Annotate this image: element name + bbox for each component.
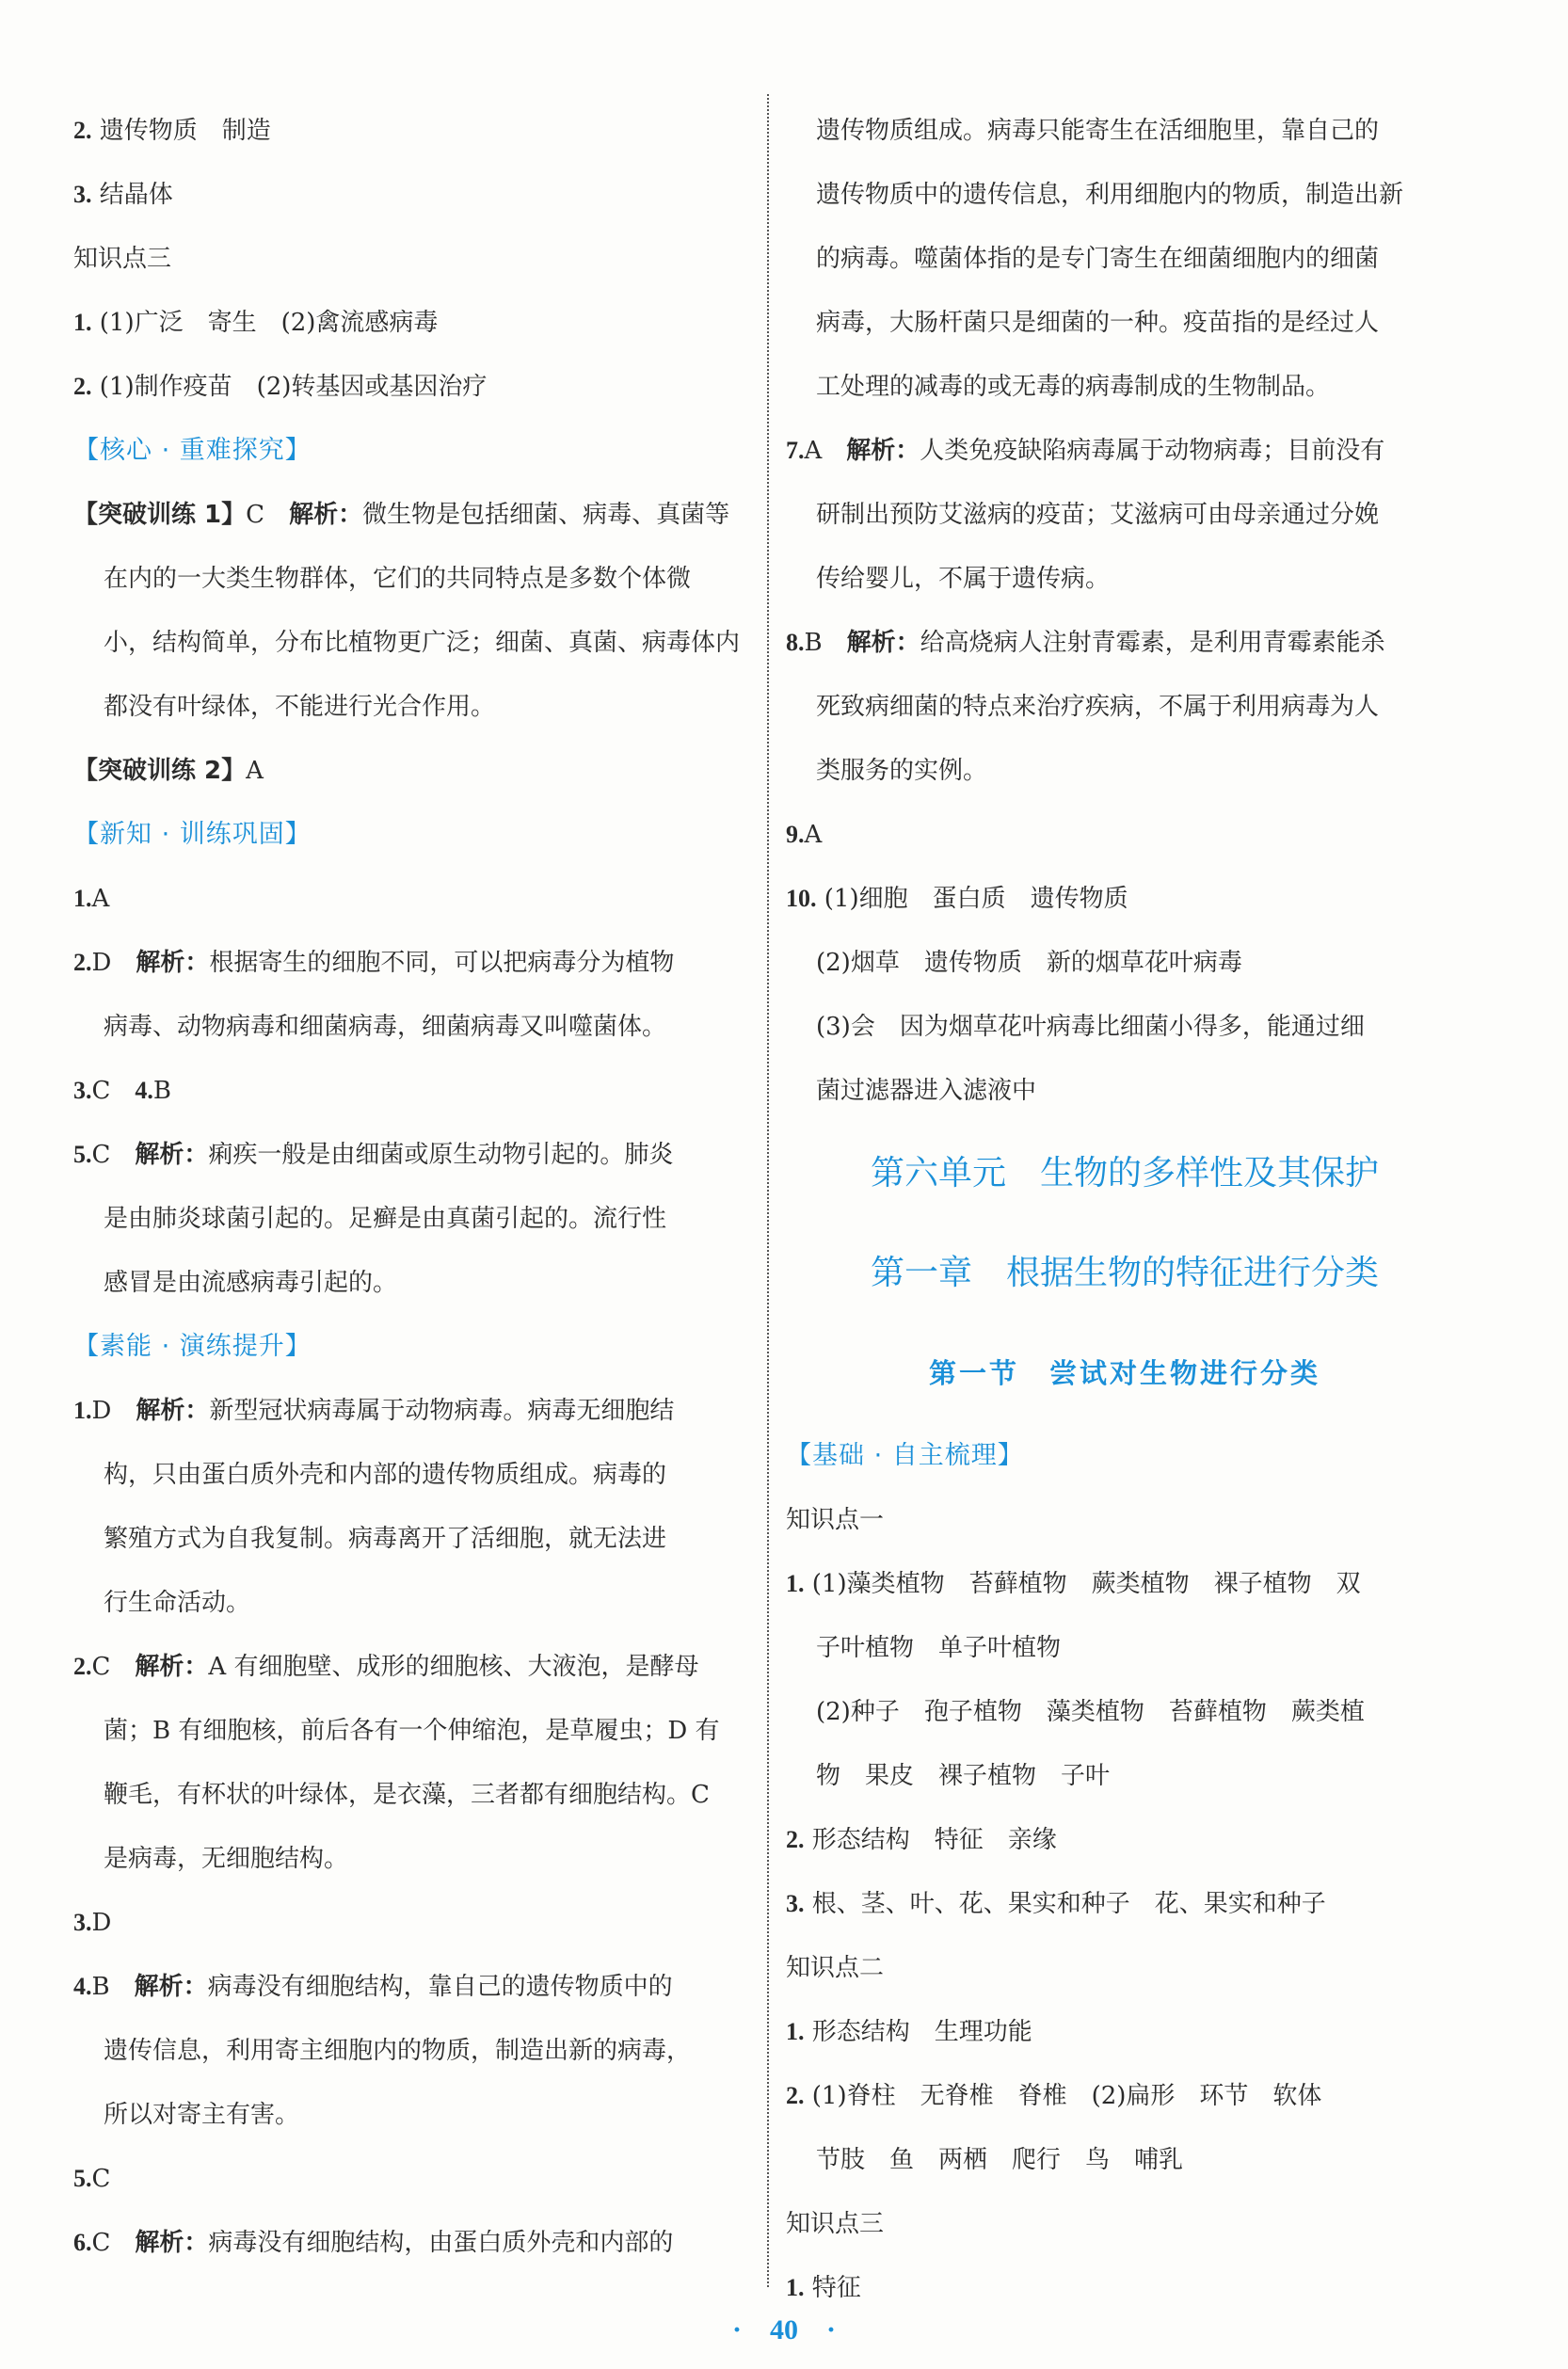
answer-line: [786, 1808, 1464, 1872]
text-line: 小，结构简单，分布比植物更广泛；细菌、真菌、病毒体内: [104, 629, 741, 657]
answer-choice: C: [91, 1141, 136, 1169]
answer-choice: B: [804, 629, 847, 657]
explanation-text: 病毒没有细胞结构，靠自己的遗传物质中的: [207, 1973, 673, 2001]
answer-choice: D: [91, 949, 136, 977]
question-number: 7.: [786, 437, 805, 464]
left-column: [73, 99, 753, 2275]
knowledge-point-heading: 知识点二: [786, 1954, 885, 1982]
answer-line: [73, 931, 753, 995]
answer-line: [73, 2211, 753, 2275]
answer-text: 特征: [804, 2274, 861, 2302]
question-number: 4.: [73, 1973, 92, 2000]
text-line: (2)烟草 遗传物质 新的烟草花叶病毒: [816, 949, 1242, 977]
drill-line: [73, 739, 753, 803]
text-line: 死致病细菌的特点来治疗疾病，不属于利用病毒为人: [816, 693, 1380, 721]
text-line: 遗传信息，利用寄主细胞内的物质，制造出新的病毒，: [104, 2037, 692, 2065]
answer-line: [73, 1123, 753, 1187]
question-number: 1.: [73, 885, 92, 912]
question-number: 4.: [135, 1077, 153, 1104]
question-number: 2.: [786, 1826, 805, 1853]
question-number: 2.: [786, 2082, 805, 2109]
text-line: 子叶植物 单子叶植物: [816, 1634, 1062, 1662]
explanation-label: 解析：: [135, 1653, 209, 1681]
answer-choice: C: [91, 1077, 136, 1105]
answer-line: [786, 419, 1464, 483]
text-line: 所以对寄主有害。: [104, 2101, 300, 2129]
answer-text: 结晶体: [91, 181, 173, 209]
explanation-label: 解析：: [135, 2229, 209, 2257]
answer-line: [73, 867, 753, 931]
answer-line: [786, 867, 1464, 931]
text-line: 节肢 鱼 两栖 爬行 鸟 哺乳: [816, 2146, 1184, 2174]
answer-line: [73, 99, 753, 163]
explanation-label: 解析：: [846, 437, 920, 465]
answer-choice: A: [91, 885, 110, 913]
section-heading: 【新知 · 训练巩固】: [73, 820, 312, 849]
answer-text: 根、茎、叶、花、果实和种子 花、果实和种子: [804, 1890, 1326, 1918]
answer-line: [73, 1955, 753, 2019]
answer-choice: C: [91, 1653, 136, 1681]
explanation-label: 解析：: [134, 1973, 208, 2001]
answer-choice: C: [91, 2229, 136, 2257]
knowledge-point-heading: 知识点三: [786, 2210, 885, 2238]
answer-line: [73, 2147, 753, 2211]
text-line: 是病毒，无细胞结构。: [104, 1845, 349, 1873]
text-line: 感冒是由流感病毒引起的。: [104, 1269, 398, 1297]
answer-text: 遗传物质 制造: [91, 117, 271, 145]
text-line: 病毒，大肠杆菌只是细菌的一种。疫苗指的是经过人: [816, 309, 1380, 337]
text-line: 工处理的减毒的或无毒的病毒制成的生物制品。: [816, 373, 1331, 401]
answer-line: [73, 1891, 753, 1955]
text-line: 繁殖方式为自我复制。病毒离开了活细胞，就无法进: [104, 1525, 667, 1553]
question-number: 1.: [786, 2274, 805, 2301]
column-divider: [767, 94, 769, 2287]
text-line: 鞭毛，有杯状的叶绿体，是衣藻，三者都有细胞结构。C: [104, 1781, 710, 1809]
question-number: 1.: [786, 1570, 805, 1597]
answer-choice: A: [804, 437, 847, 465]
knowledge-point-heading: 知识点一: [786, 1506, 885, 1534]
chapter-title: 第一章 根据生物的特征进行分类: [870, 1254, 1379, 1292]
explanation-label: 解析：: [135, 1141, 209, 1169]
answer-text: (1)藻类植物 苔藓植物 蕨类植物 裸子植物 双: [804, 1570, 1361, 1598]
answer-line: [786, 611, 1464, 675]
answer-choice: B: [152, 1077, 172, 1105]
question-number: 6.: [73, 2229, 92, 2256]
question-number: 10.: [786, 885, 817, 912]
text-line: 菌；B 有细胞核，前后各有一个伸缩泡，是草履虫；D 有: [104, 1717, 720, 1745]
answer-text: (1)广泛 寄生 (2)禽流感病毒: [91, 309, 439, 337]
answer-line: [73, 1059, 753, 1123]
question-number: 2.: [73, 1653, 92, 1680]
section-title: 第一节 尝试对生物进行分类: [928, 1357, 1320, 1389]
question-number: 3.: [786, 1890, 805, 1917]
question-number: 5.: [73, 2165, 92, 2192]
explanation-label: 解析：: [136, 1397, 210, 1425]
answer-line: [786, 1872, 1464, 1936]
answer-text: (1)制作疫苗 (2)转基因或基因治疗: [91, 373, 488, 401]
answer-choice: B: [91, 1973, 135, 2001]
text-line: 在内的一大类生物群体，它们的共同特点是多数个体微: [104, 565, 692, 593]
text-line: 都没有叶绿体，不能进行光合作用。: [104, 693, 496, 721]
answer-text: 形态结构 生理功能: [804, 2018, 1032, 2046]
question-number: 8.: [786, 629, 805, 656]
text-line: 病毒、动物病毒和细菌病毒，细菌病毒又叫噬菌体。: [104, 1013, 667, 1041]
text-line: 遗传物质中的遗传信息，利用细胞内的物质，制造出新: [816, 181, 1404, 209]
answer-text: (1)脊柱 无脊椎 脊椎 (2)扁形 环节 软体: [804, 2082, 1322, 2110]
explanation-text: 微生物是包括细菌、病毒、真菌等: [362, 501, 730, 529]
answer-line: [73, 291, 753, 355]
answer-choice: D: [91, 1909, 112, 1937]
explanation-text: 给高烧病人注射青霉素，是利用青霉素能杀: [920, 629, 1385, 657]
section-heading: 【素能 · 演练提升】: [73, 1332, 312, 1361]
answer-line: [786, 2064, 1464, 2128]
explanation-text: 人类免疫缺陷病毒属于动物病毒；目前没有: [920, 437, 1385, 465]
text-line: 构，只由蛋白质外壳和内部的遗传物质组成。病毒的: [104, 1461, 667, 1489]
answer-line: [786, 803, 1464, 867]
answer-line: [73, 355, 753, 419]
text-line: 研制出预防艾滋病的疫苗；艾滋病可由母亲通过分娩: [816, 501, 1380, 529]
explanation-label: 解析：: [289, 501, 363, 529]
explanation-text: 根据寄生的细胞不同，可以把病毒分为植物: [209, 949, 675, 977]
explanation-text: 痢疾一般是由细菌或原生动物引起的。肺炎: [208, 1141, 674, 1169]
question-number: 1.: [786, 2018, 805, 2045]
answer-choice: D: [91, 1397, 136, 1425]
knowledge-point-heading: 知识点三: [73, 245, 172, 273]
drill-label: 【突破训练 1】: [73, 501, 247, 529]
text-line: 是由肺炎球菌引起的。足癣是由真菌引起的。流行性: [104, 1205, 667, 1233]
explanation-label: 解析：: [846, 629, 920, 657]
question-number: 2.: [73, 117, 92, 144]
explanation-text: A 有细胞壁、成形的细胞核、大液泡，是酵母: [208, 1653, 699, 1681]
answer-choice: A: [804, 821, 823, 849]
answer-line: [73, 163, 753, 227]
question-number: 9.: [786, 821, 805, 848]
answer-line: [786, 1552, 1464, 1616]
text-line: 物 果皮 裸子植物 子叶: [816, 1762, 1111, 1790]
explanation-text: 病毒没有细胞结构，由蛋白质外壳和内部的: [208, 2229, 674, 2257]
answer-line: [73, 1635, 753, 1699]
text-line: 遗传物质组成。病毒只能寄生在活细胞里，靠自己的: [816, 117, 1380, 145]
text-line: 传给婴儿，不属于遗传病。: [816, 565, 1111, 593]
question-number: 3.: [73, 1077, 92, 1104]
question-number: 2.: [73, 373, 92, 400]
text-line: 类服务的实例。: [816, 757, 988, 785]
right-column: [786, 99, 1464, 2320]
section-heading: 【基础 · 自主梳理】: [786, 1441, 1024, 1470]
text-line: 的病毒。噬菌体指的是专门寄生在细菌细胞内的细菌: [816, 245, 1380, 273]
answer-line: [73, 1379, 753, 1443]
text-line: 行生命活动。: [104, 1589, 251, 1617]
answer-choice: A: [246, 757, 264, 785]
text-line: (3)会 因为烟草花叶病毒比细菌小得多，能通过细: [816, 1013, 1365, 1041]
question-number: 1.: [73, 1397, 92, 1424]
drill-label: 【突破训练 2】: [73, 757, 247, 785]
question-number: 3.: [73, 181, 92, 208]
question-number: 2.: [73, 949, 92, 976]
drill-line: [73, 483, 753, 547]
text-line: (2)种子 孢子植物 藻类植物 苔藓植物 蕨类植: [816, 1698, 1365, 1726]
question-number: 1.: [73, 309, 92, 336]
answer-choice: C: [246, 501, 290, 529]
answer-choice: C: [91, 2165, 111, 2193]
answer-text: 形态结构 特征 亲缘: [804, 1826, 1057, 1854]
section-heading: 【核心 · 重难探究】: [73, 436, 312, 465]
page-number: · 40 ·: [731, 2314, 836, 2345]
question-number: 5.: [73, 1141, 92, 1168]
answer-text: (1)细胞 蛋白质 遗传物质: [816, 885, 1128, 913]
unit-title: 第六单元 生物的多样性及其保护: [870, 1154, 1379, 1193]
question-number: 3.: [73, 1909, 92, 1936]
answer-line: [786, 2000, 1464, 2064]
explanation-label: 解析：: [136, 949, 210, 977]
explanation-text: 新型冠状病毒属于动物病毒。病毒无细胞结: [209, 1397, 675, 1425]
text-line: 菌过滤器进入滤液中: [816, 1077, 1037, 1105]
